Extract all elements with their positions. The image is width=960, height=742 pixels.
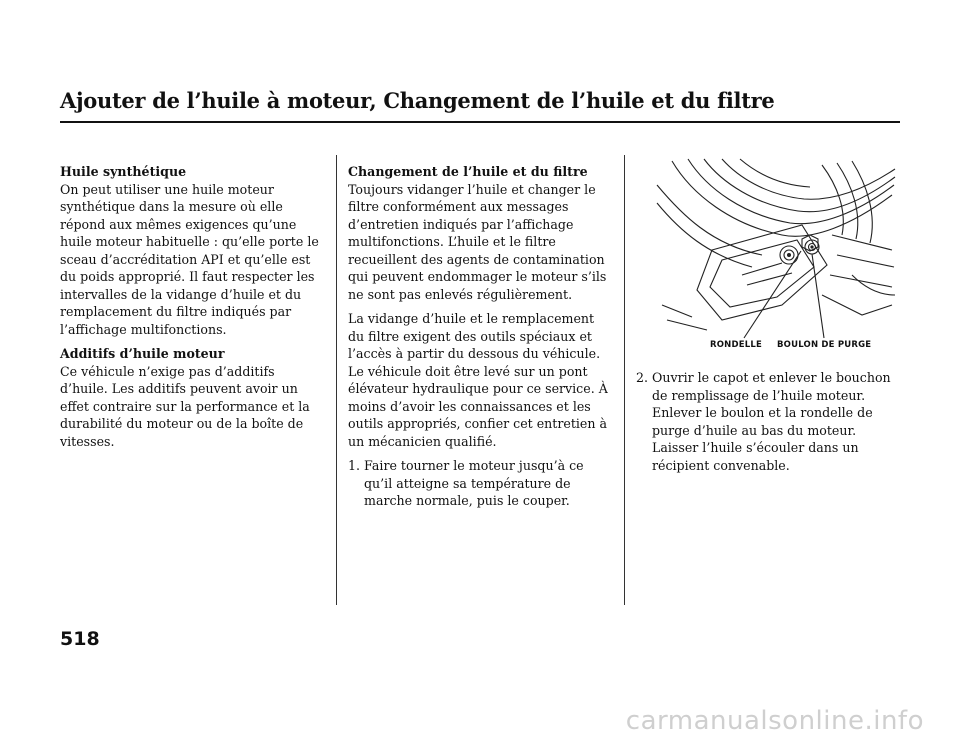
column-divider-2 bbox=[624, 155, 625, 605]
figure-label-drain-bolt: BOULON DE PURGE bbox=[777, 340, 872, 350]
paragraph-oil-additives: Ce véhicule n’exige pas d’additifs d’huile. Les additifs peuvent avoir un effet contraire sur la performance et la durabilité du moteur ou de la boîte de vitesses. bbox=[60, 363, 310, 449]
watermark: carmanualsonline.info bbox=[625, 706, 924, 736]
column-2 bbox=[348, 163, 613, 517]
drain-bolt-figure bbox=[652, 155, 897, 360]
paragraph-synthetic-oil: On peut utiliser une huile moteur synthétique dans la mesure où elle répond aux mêmes exigences qu’une huile moteur habituelle : qu’elle porte le sceau d’accréditation API et qu’elle est du poids approprié. Il faut respecter les intervalles de la vidange d’huile et du remplacement du filtre indiqués par l’affichage multifonctions. bbox=[60, 181, 319, 337]
figure-label-washer: RONDELLE bbox=[710, 340, 762, 350]
heading-oil-change: Changement de l’huile et du filtre bbox=[348, 164, 588, 179]
engine-underside-illustration bbox=[652, 155, 897, 360]
paragraph-oil-change-2: La vidange d’huile et le remplacement du filtre exigent des outils spéciaux et l’accès à partir du dessous du véhicule. Le véhicule doit être levé sur un pont élévateur hydraulique pour ce service. À moins d’avoir les connaissances et les outils appropriés, confier cet entretien à un mécanicien qualifié. bbox=[348, 311, 608, 449]
paragraph-oil-change-1: Toujours vidanger l’huile et changer le filtre conformément aux messages d’entretien indiqués par l’affichage multifonctions. L’huile et le filtre recueillent des agents de contamination qui peuvent endommager le moteur s’ils ne sont pas enlevés régulièrement. bbox=[348, 181, 607, 302]
title-divider bbox=[60, 121, 900, 123]
page-number: 518 bbox=[60, 628, 100, 650]
column-divider-1 bbox=[336, 155, 337, 605]
heading-oil-additives: Additifs d’huile moteur bbox=[60, 346, 225, 361]
column-1 bbox=[60, 163, 325, 457]
step-2: 2. Ouvrir le capot et enlever le bouchon de remplissage de l’huile moteur. Enlever le boulon et la rondelle de purge d’huile au bas du moteur. Laisser l’huile s’écouler dans un récipient convenable. bbox=[636, 370, 891, 473]
heading-synthetic-oil: Huile synthétique bbox=[60, 164, 187, 179]
page-title: Ajouter de l’huile à moteur, Changement de l’huile et du filtre bbox=[60, 88, 775, 113]
column-3 bbox=[636, 369, 898, 481]
step-1: 1. Faire tourner le moteur jusqu’à ce qu’il atteigne sa température de marche normale, puis le couper. bbox=[348, 458, 584, 508]
